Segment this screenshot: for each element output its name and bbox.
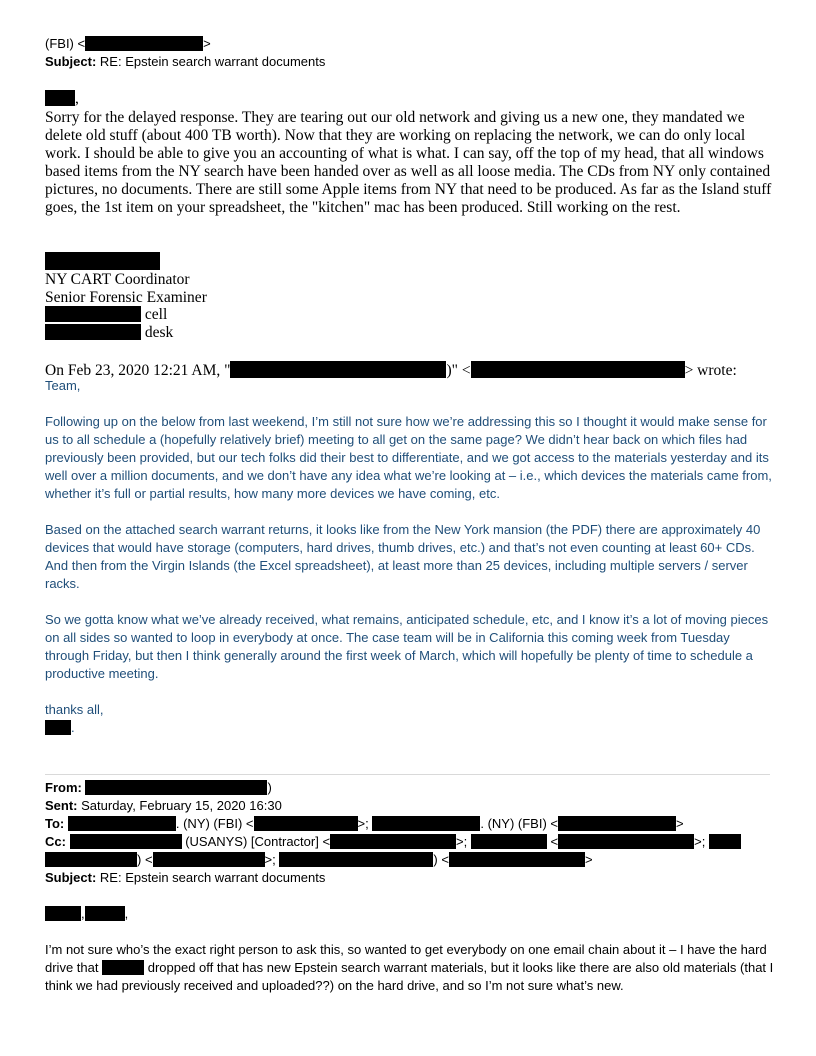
redaction xyxy=(85,780,267,795)
redaction xyxy=(45,90,75,106)
quoted-paragraph-2: Based on the attached search warrant returns, it looks like from the New York mansion (the PDF) there are approximately 40 devices that would have storage (computers, hard drives, thumb drives, etc.) and that’s not even counting at least 60+ CDs. And then from the Virgin Islands (the Excel spreadsheet), at least more than 25 devices, including multiple servers / server racks. xyxy=(45,522,761,591)
quoted-greeting: Team, xyxy=(45,378,81,393)
quoted-paragraph-1: Following up on the below from last weekend, I’m still not sure how we’re addressing this so I thought it would make sense for us to all schedule a (hopefully relatively brief) meeting to all get on the same page? We didn’t hear back on which files had previously been provided, but our tech folks did their best to differentiate, and we got access to the materials yesterday and its well over a million documents, and we don’t have any idea what we’re looking at – i.e., which devices the materials came from, whether it’s full or partial results, how many more devices we have coming, etc. xyxy=(45,414,772,501)
earlier-subject-line xyxy=(45,870,325,885)
quote-middle: )" < xyxy=(446,362,471,379)
redaction xyxy=(153,852,265,867)
earlier-greeting xyxy=(45,906,128,921)
redaction xyxy=(45,252,160,270)
cc-label: Cc: xyxy=(45,834,66,849)
subject-value: RE: Epstein search warrant documents xyxy=(99,870,326,885)
redaction xyxy=(254,816,358,831)
top-from-line xyxy=(45,36,211,51)
subject-label: Subject: xyxy=(45,870,97,885)
greeting-suffix: , xyxy=(75,90,79,107)
signature-name xyxy=(45,252,160,272)
sent-label: Sent: xyxy=(45,798,78,813)
signature-cell xyxy=(45,306,167,324)
redaction xyxy=(68,816,176,831)
redaction xyxy=(45,720,71,735)
reply-body: Sorry for the delayed response. They are tearing out our old network and giving us a new one, they mandated we delete old stuff (about 400 TB worth). Now that they are working on replacing the network, we can do only local work. I should be able to give you an accounting of what is what. I can say, off the top of my head, that all windows based items from the NY search have been handed over as well as all loose media. The CDs from NY only contained pictures, no documents. There are still some Apple items from NY that need to be produced. As far as the Island stuff goes, the 1st item on your spreadsheet, the "kitchen" mac has been produced. Still working on the rest. xyxy=(45,109,772,216)
quote-prefix: On Feb 23, 2020 12:21 AM, " xyxy=(45,362,231,379)
to-text: . (NY) (FBI) < xyxy=(480,816,558,831)
earlier-from-line xyxy=(45,780,272,795)
cc-text: ) < xyxy=(137,852,153,867)
redaction xyxy=(558,834,694,849)
body-part-b: dropped off that has new Epstein search warrant materials, but it looks like there are also old materials (that I think we had previously received and uploaded??) on the hard drive, and so I’m not sure what’s new. xyxy=(45,960,774,993)
redaction xyxy=(45,906,81,921)
earlier-sent-line xyxy=(45,798,282,813)
from-end: ) xyxy=(267,780,272,795)
signature-desk xyxy=(45,324,173,342)
redaction xyxy=(45,324,141,340)
quoted-paragraph-3: So we gotta know what we’ve already received, what remains, anticipated schedule, etc, and I know it’s a lot of moving pieces on all sides so wanted to loop in everybody at once. The case team will be in California this coming week from Tuesday through Friday, but then I think generally around the first week of March, which will hopefully be plenty of time to schedule a productive meeting. xyxy=(45,612,769,681)
quote-header xyxy=(45,361,737,380)
greeting-sep: , xyxy=(81,906,85,921)
redaction xyxy=(449,852,585,867)
closing-suffix: . xyxy=(71,720,75,735)
earlier-body xyxy=(45,941,775,995)
greeting-end: , xyxy=(124,906,129,921)
cc-text: ) < xyxy=(433,852,449,867)
redaction xyxy=(709,834,741,849)
from-label: From: xyxy=(45,780,82,795)
signature-title2: Senior Forensic Examiner xyxy=(45,289,207,306)
cell-label: cell xyxy=(144,306,168,323)
cc-text: >; xyxy=(264,852,276,867)
redaction xyxy=(279,852,433,867)
redaction xyxy=(102,960,144,975)
from-text: (FBI) < xyxy=(45,36,86,51)
to-text: . (NY) (FBI) < xyxy=(175,816,254,831)
redaction xyxy=(45,852,137,867)
cc-text: < xyxy=(550,834,559,849)
quoted-signoff xyxy=(45,720,75,735)
quote-suffix: > wrote: xyxy=(684,362,737,379)
to-text: >; xyxy=(357,816,369,831)
to-label: To: xyxy=(45,816,65,831)
redaction xyxy=(372,816,480,831)
signature-title1: NY CART Coordinator xyxy=(45,271,190,288)
body-part-a: I’m not sure who’s the exact right person to ask this, so wanted to get everybody on one email chain about it – I have the hard drive that xyxy=(45,942,767,975)
redaction xyxy=(70,834,182,849)
redaction xyxy=(45,306,141,322)
cc-text: >; xyxy=(694,834,706,849)
earlier-cc-line xyxy=(45,834,741,849)
to-text: > xyxy=(676,816,684,831)
redaction xyxy=(558,816,676,831)
redaction xyxy=(85,36,203,51)
from-end: > xyxy=(203,36,211,51)
redaction xyxy=(471,834,547,849)
subject-label: Subject: xyxy=(45,54,97,69)
cc-text: >; xyxy=(456,834,468,849)
quoted-closing: thanks all, xyxy=(45,702,104,717)
earlier-to-line xyxy=(45,816,684,831)
cc-text: (USANYS) [Contractor] < xyxy=(181,834,331,849)
sent-value: Saturday, February 15, 2020 16:30 xyxy=(81,798,282,813)
subject-value: RE: Epstein search warrant documents xyxy=(99,54,326,69)
desk-label: desk xyxy=(144,324,174,341)
reply-greeting xyxy=(45,90,79,108)
redaction xyxy=(230,361,446,378)
separator-rule xyxy=(45,774,770,775)
redaction xyxy=(330,834,456,849)
redaction xyxy=(471,361,685,378)
earlier-cc-line-2 xyxy=(45,852,593,867)
top-subject-line xyxy=(45,54,325,69)
cc-text: > xyxy=(584,852,593,867)
redaction xyxy=(85,906,125,921)
